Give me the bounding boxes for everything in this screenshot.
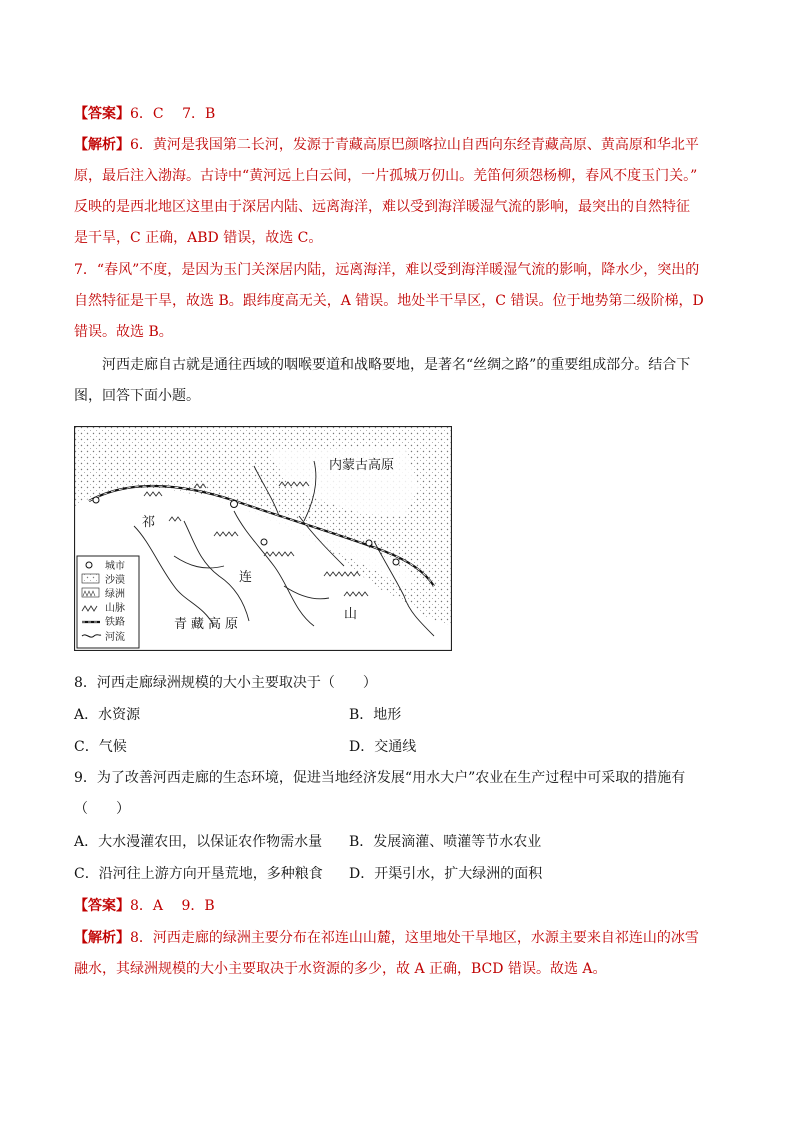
region-label-south: 青藏高原	[174, 617, 243, 632]
analysis-line	[74, 135, 699, 155]
mountain-char: 连	[239, 570, 253, 585]
analysis-line: 错误。故选 B。	[74, 324, 173, 340]
analysis-line: 融水，其绿洲规模的大小主要取决于水资源的多少，故 A 正确，BCD 错误。故选 A。	[74, 961, 607, 977]
answer-tag: 【答案】	[74, 106, 130, 122]
legend-label: 沙漠	[105, 575, 125, 586]
answer-line-2	[74, 896, 215, 916]
analysis-tag: 【解析】	[74, 137, 130, 153]
legend-label: 铁路	[105, 617, 125, 628]
analysis-text: 8．河西走廊的绿洲主要分布在祁连山山麓，这里地处干旱地区，水源主要来自祁连山的冰雪	[130, 930, 699, 946]
answer-text: 6．C 7．B	[130, 106, 216, 122]
q8-option-c[interactable]: C．气候	[74, 739, 127, 755]
region-label-north: 内蒙古高原	[329, 458, 395, 473]
legend-label: 绿洲	[105, 589, 125, 600]
question-9-stem-blank: （ ）	[74, 801, 130, 817]
analysis-line: 自然特征是干旱，故选 B。跟纬度高无关，A 错误。地处半干旱区，C 错误。位于地势第二级阶梯，D	[74, 293, 704, 309]
answer-text: 8．A 9．B	[130, 898, 215, 914]
analysis-line: 反映的是西北地区这里由于深居内陆、远离海洋，难以受到海洋暖湿气流的影响，最突出的自然特征	[74, 199, 690, 215]
analysis-text: 6．黄河是我国第二长河，发源于青藏高原巴颜喀拉山自西向东经青藏高原、黄高原和华北平	[130, 137, 699, 153]
analysis-line: 原，最后注入渤海。古诗中“黄河远上白云间，一片孤城万仞山。羌笛何须怨杨柳，春风不度玉门关。”	[74, 168, 698, 184]
map-legend	[77, 556, 139, 648]
mountain-char: 山	[344, 607, 358, 622]
q9-option-d[interactable]: D．开渠引水，扩大绿洲的面积	[349, 866, 543, 882]
q8-option-a[interactable]: A．水资源	[74, 707, 141, 723]
intro-paragraph: 图，回答下面小题。	[74, 388, 200, 404]
answer-line-1	[74, 104, 215, 124]
q9-option-a[interactable]: A．大水漫灌农田，以保证农作物需水量	[74, 834, 323, 850]
q9-option-c[interactable]: C．沿河往上游方向开垦荒地，多种粮食	[74, 866, 323, 882]
hexi-corridor-map	[74, 426, 452, 651]
legend-label: 城市	[105, 561, 125, 572]
q8-option-d[interactable]: D．交通线	[349, 739, 417, 755]
answer-tag: 【答案】	[74, 898, 130, 914]
legend-label: 山脉	[105, 603, 125, 614]
q8-option-b[interactable]: B．地形	[349, 707, 402, 723]
analysis-line: 是干旱，C 正确，ABD 错误，故选 C。	[74, 230, 323, 246]
q9-option-b[interactable]: B．发展滴灌、喷灌等节水农业	[349, 834, 542, 850]
question-9-stem: 9．为了改善河西走廊的生态环境，促进当地经济发展“用水大户”农业在生产过程中可采取的措施有	[74, 770, 686, 786]
analysis-tag: 【解析】	[74, 930, 130, 946]
analysis-line	[74, 928, 699, 948]
intro-paragraph: 河西走廊自古就是通往西域的咽喉要道和战略要地，是著名“丝绸之路”的重要组成部分。结合下	[102, 357, 691, 373]
analysis-line: 7．“春风”不度，是因为玉门关深居内陆，远离海洋，难以受到海洋暖湿气流的影响，降水少，突出的	[74, 262, 700, 278]
legend-label: 河流	[105, 632, 125, 643]
question-8-stem: 8．河西走廊绿洲规模的大小主要取决于（ ）	[74, 675, 377, 691]
mountain-char: 祁	[142, 515, 156, 530]
